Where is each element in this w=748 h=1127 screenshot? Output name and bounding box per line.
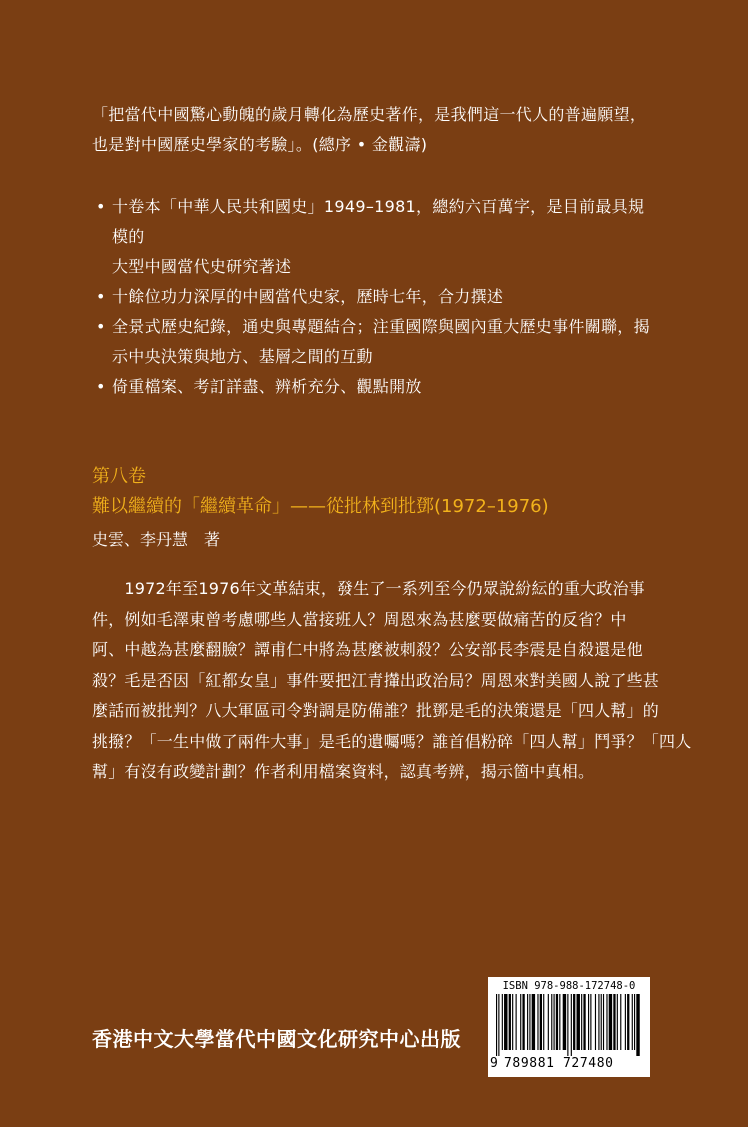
barcode-bar: [603, 994, 604, 1050]
bullet-dot-icon: •: [96, 377, 106, 396]
barcode-bars: [496, 994, 642, 1056]
feature-item: [96, 372, 656, 402]
barcode-bar: [509, 994, 511, 1050]
synopsis-line: 挑撥？「一生中做了兩件大事」是毛的遺囑嗎？誰首倡粉碎「四人幫」鬥爭？「四人: [92, 731, 692, 751]
feature-text: 倚重檔案、考訂詳盡、辨析充分、觀點開放: [112, 377, 422, 396]
feature-text: 十餘位功力深厚的中國當代史家，歷時七年，合力撰述: [112, 287, 504, 306]
synopsis: [92, 574, 692, 788]
barcode-bar: [617, 994, 618, 1050]
feature-text: 全景式歷史紀錄，通史與專題結合；注重國際與國內重大歷史事件關聯，揭: [112, 317, 650, 336]
barcode-number-first: 9: [490, 1056, 499, 1071]
quote-line-1: 「把當代中國驚心動魄的歲月轉化為歷史著作，是我們這一代人的普遍願望，: [92, 105, 647, 124]
barcode-number-rest: 789881 727480: [504, 1056, 614, 1071]
barcode-bar: [571, 994, 572, 1056]
barcode-bar: [540, 994, 542, 1050]
volume-title: 難以繼續的「繼續革命」——從批林到批鄧(1972–1976): [92, 496, 549, 517]
isbn-label: ISBN 978-988-172748-0: [502, 980, 636, 992]
barcode-bar: [520, 994, 521, 1050]
barcode-bar: [527, 994, 528, 1050]
barcode-bar: [563, 994, 566, 1050]
barcode-bar: [609, 994, 612, 1050]
barcode-bar: [502, 994, 503, 1050]
barcode-bar: [620, 994, 621, 1050]
barcode-bar: [590, 994, 591, 1050]
synopsis-line: 麼話而被批判？八大軍區司令對調是防備誰？批鄧是毛的決策還是「四人幫」的: [92, 701, 660, 720]
barcode-bar: [548, 994, 549, 1050]
barcode-bar: [601, 994, 602, 1050]
volume-label: 第八卷: [92, 466, 146, 487]
quote-line-2: 也是對中國歷史學家的考驗」。(總序 • 金觀濤): [92, 135, 428, 154]
feature-list: [96, 192, 656, 402]
barcode-bar: [554, 994, 555, 1050]
barcode-bar: [532, 994, 535, 1050]
barcode-bar: [613, 994, 615, 1050]
barcode-bar: [581, 994, 582, 1050]
barcode-bar: [567, 994, 568, 1056]
barcode-bar: [573, 994, 575, 1050]
barcode-bar: [556, 994, 558, 1050]
synopsis-line: 幫」有沒有政變計劃？作者利用檔案資料，認真考辨，揭示箇中真相。: [92, 762, 595, 781]
barcode-bar: [595, 994, 596, 1050]
feature-item: [96, 192, 656, 282]
bullet-dot-icon: •: [96, 287, 106, 306]
feature-text: 示中央決策與地方、基層之間的互動: [112, 347, 373, 366]
bullet-dot-icon: •: [96, 197, 106, 216]
quote-block: [92, 100, 652, 160]
feature-text: 十卷本「中華人民共和國史」1949–1981，總約六百萬字，是目前最具規模的: [112, 197, 645, 246]
barcode-bar: [583, 994, 585, 1050]
barcode-bar: [598, 994, 599, 1050]
barcode-bar: [636, 994, 639, 1056]
barcode-bar: [512, 994, 513, 1050]
isbn-barcode: [488, 977, 650, 1077]
bullet-dot-icon: •: [96, 317, 106, 336]
barcode-bar: [543, 994, 544, 1050]
synopsis-line: 件，例如毛澤東曾考慮哪些人當接班人？周恩來為甚麼要做痛苦的反省？中: [92, 609, 627, 629]
barcode-bar: [577, 994, 580, 1050]
barcode-bar: [551, 994, 552, 1050]
feature-item: [96, 312, 656, 372]
barcode-bar: [625, 994, 626, 1050]
barcode-bar: [537, 994, 538, 1050]
synopsis-line: 阿、中越為甚麼翻臉？譚甫仁中將為甚麼被刺殺？公安部長李震是自殺還是他: [92, 640, 643, 659]
barcode-bar: [634, 994, 635, 1050]
publisher: 香港中文大學當代中國文化研究中心出版: [92, 1027, 461, 1051]
barcode-bar: [516, 994, 517, 1050]
barcode-bar: [627, 994, 629, 1050]
barcode-bar: [588, 994, 589, 1050]
synopsis-line: 1972年至1976年文革結束，發生了一系列至今仍眾說紛紜的重大政治事: [92, 579, 645, 598]
barcode-bar: [496, 994, 497, 1056]
barcode-bar: [632, 994, 633, 1050]
barcode-bar: [504, 994, 507, 1050]
barcode-bar: [606, 994, 607, 1050]
barcode-bar: [559, 994, 560, 1050]
barcode-bar: [498, 994, 499, 1056]
feature-item: [96, 282, 656, 312]
feature-text: 大型中國當代史研究著述: [112, 257, 292, 276]
synopsis-line: 殺？毛是否因「紅都女皇」事件要把江青攆出政治局？周恩來對美國人說了些甚: [92, 670, 660, 690]
barcode-bar: [529, 994, 530, 1050]
authors: 史雲、李丹慧 著: [92, 530, 221, 549]
barcode-bar: [522, 994, 524, 1050]
